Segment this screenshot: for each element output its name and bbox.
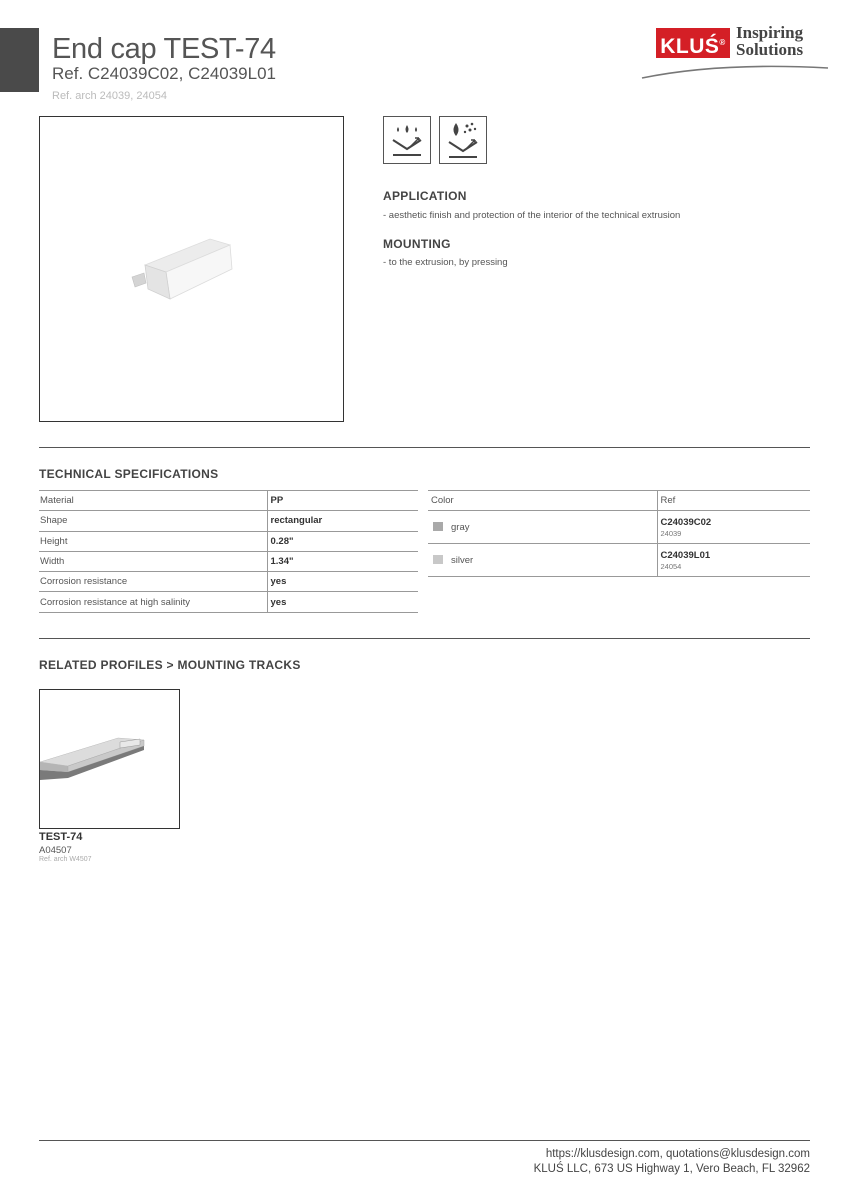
divider	[39, 447, 810, 448]
table-row	[39, 511, 418, 531]
related-profiles-heading: RELATED PROFILES > MOUNTING TRACKS	[39, 658, 301, 672]
spec-value: PP	[267, 491, 418, 511]
ref-code: C24039L01	[660, 549, 711, 561]
footer-contact[interactable]: https://klusdesign.com, quotations@klusdesign.com	[545, 1148, 810, 1160]
color-table	[428, 490, 810, 577]
mounting-track-illustration	[40, 690, 181, 830]
color-name: silver	[451, 554, 474, 566]
product-ref-arch: Ref. arch 24039, 24054	[52, 90, 167, 102]
ref-column-header: Ref	[657, 491, 810, 511]
color-swatch	[433, 555, 443, 564]
end-cap-illustration	[40, 117, 345, 423]
spec-key: Width	[39, 551, 267, 571]
tech-specs-table	[39, 490, 418, 613]
table-row	[39, 491, 418, 511]
table-row	[428, 511, 810, 544]
color-name: gray	[451, 521, 470, 533]
logo-tagline: Inspiring Solutions	[736, 23, 804, 59]
spec-key: Material	[39, 491, 267, 511]
salinity-resistant-icon	[439, 116, 487, 164]
related-profile-name[interactable]: TEST-74	[39, 831, 83, 843]
spec-value: yes	[267, 592, 418, 612]
related-profile-ref-arch: Ref. arch W4507	[39, 856, 92, 863]
footer-divider	[39, 1140, 810, 1141]
spec-value: yes	[267, 572, 418, 592]
related-profile-code: A04507	[39, 845, 72, 856]
product-image	[39, 116, 344, 422]
related-profile-image[interactable]	[39, 689, 180, 829]
water-resistant-icon	[383, 116, 431, 164]
table-row	[39, 592, 418, 612]
spec-key: Height	[39, 531, 267, 551]
ref-cell	[657, 511, 810, 544]
color-cell	[428, 511, 657, 544]
table-header-row	[428, 491, 810, 511]
table-row	[39, 572, 418, 592]
mounting-heading: MOUNTING	[383, 237, 451, 251]
kluś-logo	[640, 24, 830, 82]
ref-code: C24039C02	[660, 516, 712, 528]
spec-value: 1.34"	[267, 551, 418, 571]
color-column-header: Color	[428, 491, 657, 511]
logo-brand: KLUŚ®	[656, 28, 730, 58]
divider	[39, 638, 810, 639]
mounting-text: - to the extrusion, by pressing	[383, 257, 508, 268]
spec-key: Corrosion resistance	[39, 572, 267, 592]
spec-value: 0.28"	[267, 531, 418, 551]
product-ref: Ref. C24039C02, C24039L01	[52, 64, 276, 83]
table-row	[39, 551, 418, 571]
ref-cell	[657, 544, 810, 577]
corner-accent-block	[0, 28, 39, 92]
logo-swoosh-icon	[640, 60, 830, 80]
table-row	[39, 531, 418, 551]
tech-specs-heading: TECHNICAL SPECIFICATIONS	[39, 467, 219, 481]
application-heading: APPLICATION	[383, 189, 467, 203]
spec-key: Shape	[39, 511, 267, 531]
ref-arch-code: 24039	[660, 528, 682, 538]
application-text: - aesthetic finish and protection of the interior of the technical extrusion	[383, 210, 681, 221]
spec-value: rectangular	[267, 511, 418, 531]
footer-address: KLUŚ LLC, 673 US Highway 1, Vero Beach, FL 32962	[533, 1163, 810, 1175]
color-cell	[428, 544, 657, 577]
ref-arch-code: 24054	[660, 561, 682, 571]
color-swatch	[433, 522, 443, 531]
spec-key: Corrosion resistance at high salinity	[39, 592, 267, 612]
table-row	[428, 544, 810, 577]
page-title: End cap TEST-74	[52, 33, 276, 65]
